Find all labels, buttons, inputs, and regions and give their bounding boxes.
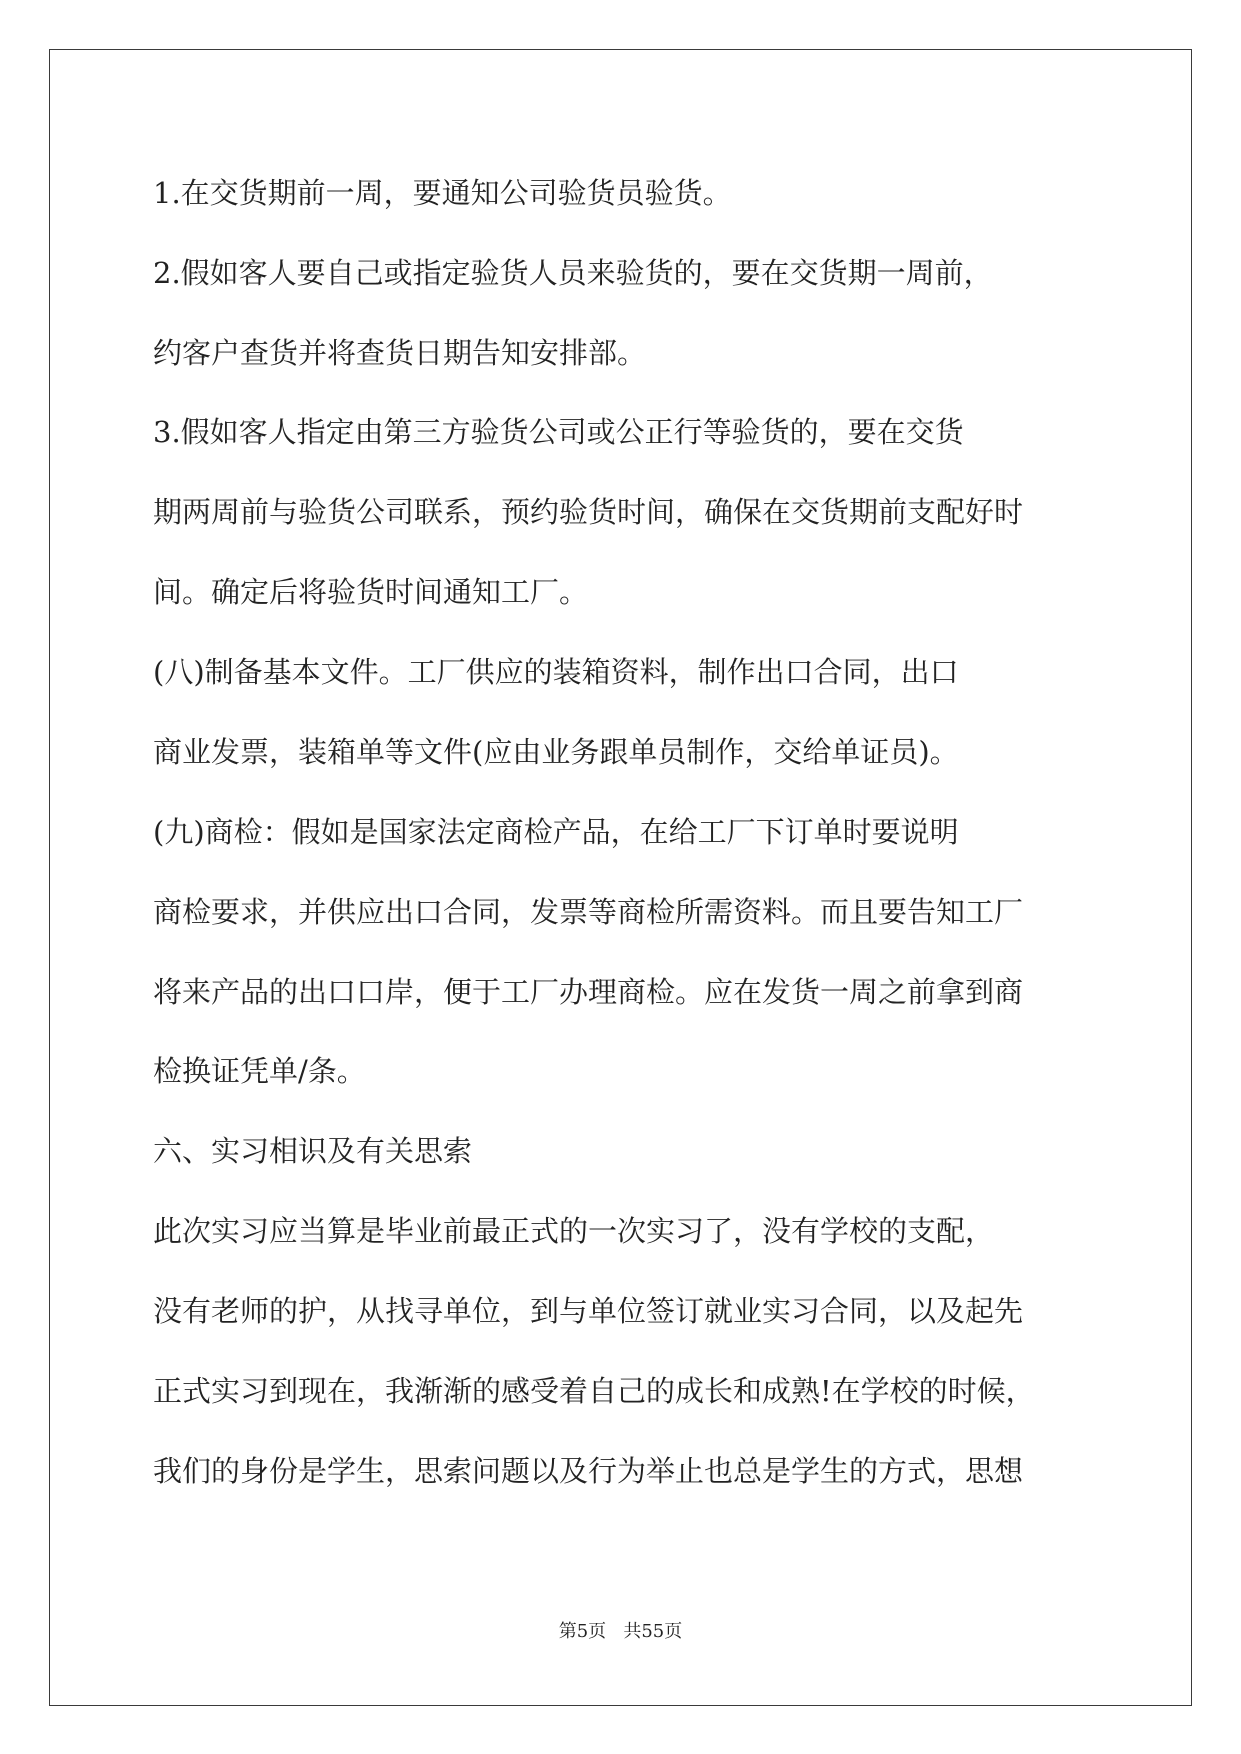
- text-line: 没有老师的护，从找寻单位，到与单位签订就业实习合同，以及起先: [153, 1294, 1024, 1328]
- text-line: 此次实习应当算是毕业前最正式的一次实习了，没有学校的支配，: [153, 1214, 995, 1248]
- text-line: 3.假如客人指定由第三方验货公司或公正行等验货的，要在交货: [153, 415, 964, 449]
- text-line: 约客户查货并将查货日期告知安排部。: [153, 336, 647, 370]
- text-line: 间。确定后将验货时间通知工厂。: [153, 575, 589, 609]
- text-line: 正式实习到现在，我渐渐的感受着自己的成长和成熟!在学校的时候，: [153, 1374, 1035, 1408]
- text-line: (八)制备基本文件。工厂供应的装箱资料，制作出口合同，出口: [153, 655, 959, 689]
- text-line: 检换证凭单/条。: [153, 1054, 366, 1088]
- text-line: 将来产品的出口口岸，便于工厂办理商检。应在发货一周之前拿到商: [153, 975, 1024, 1009]
- text-line: 我们的身份是学生，思索问题以及行为举止也总是学生的方式，思想: [153, 1454, 1024, 1488]
- section-heading: 六、实习相识及有关思索: [153, 1134, 473, 1168]
- text-line: (九)商检：假如是国家法定商检产品，在给工厂下订单时要说明: [153, 815, 959, 849]
- text-line: 1.在交货期前一周，要通知公司验货员验货。: [153, 176, 732, 210]
- text-line: 2.假如客人要自己或指定验货人员来验货的，要在交货期一周前，: [153, 256, 993, 290]
- text-line: 商检要求，并供应出口合同，发票等商检所需资料。而且要告知工厂: [153, 895, 1024, 929]
- text-line: 期两周前与验货公司联系，预约验货时间，确保在交货期前支配好时: [153, 495, 1024, 529]
- text-line: 商业发票，装箱单等文件(应由业务跟单员制作，交给单证员)。: [153, 735, 959, 769]
- page-footer: 第5页 共55页: [558, 1621, 683, 1642]
